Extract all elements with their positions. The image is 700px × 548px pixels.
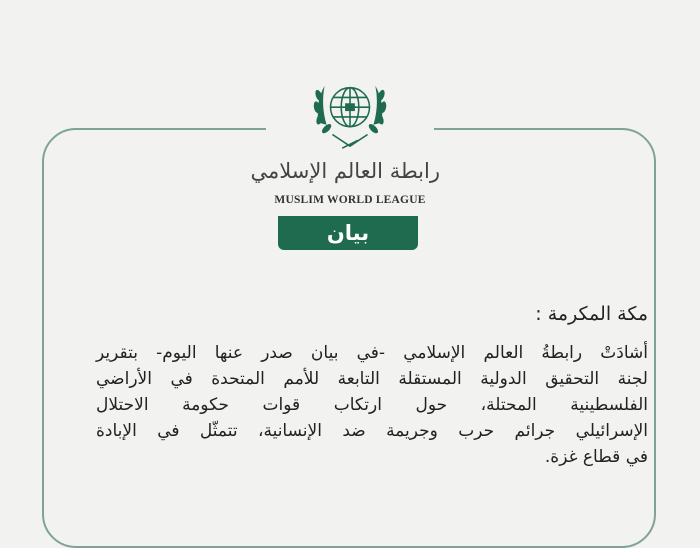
mwl-emblem-icon [310, 74, 390, 154]
org-name-english: MUSLIM WORLD LEAGUE [274, 194, 426, 206]
dateline-location: مكة المكرمة : [535, 303, 648, 325]
statement-line: الإسرائيلي جرائم حرب وجريمة ضد الإنسانية، تتمثّل في الإبادة [96, 421, 648, 441]
statement-line: لجنة التحقيق الدولية المستقلة التابعة للأمم المتحدة في الأراضي [96, 369, 648, 389]
document-type-badge: بيان [278, 216, 418, 250]
org-name-arabic: رابطة العالم الإسلامي [250, 159, 440, 183]
statement-line: في قطاع غزة. [544, 447, 648, 467]
statement-body [96, 340, 648, 470]
statement-line: الفلسطينية المحتلة، حول ارتكاب قوات حكومة الاحتلال [96, 395, 648, 415]
page-frame [42, 128, 656, 548]
statement-line: أشادَتْ رابطةُ العالم الإسلامي -في بيان صدر عنها اليوم- بتقرير [96, 343, 648, 363]
